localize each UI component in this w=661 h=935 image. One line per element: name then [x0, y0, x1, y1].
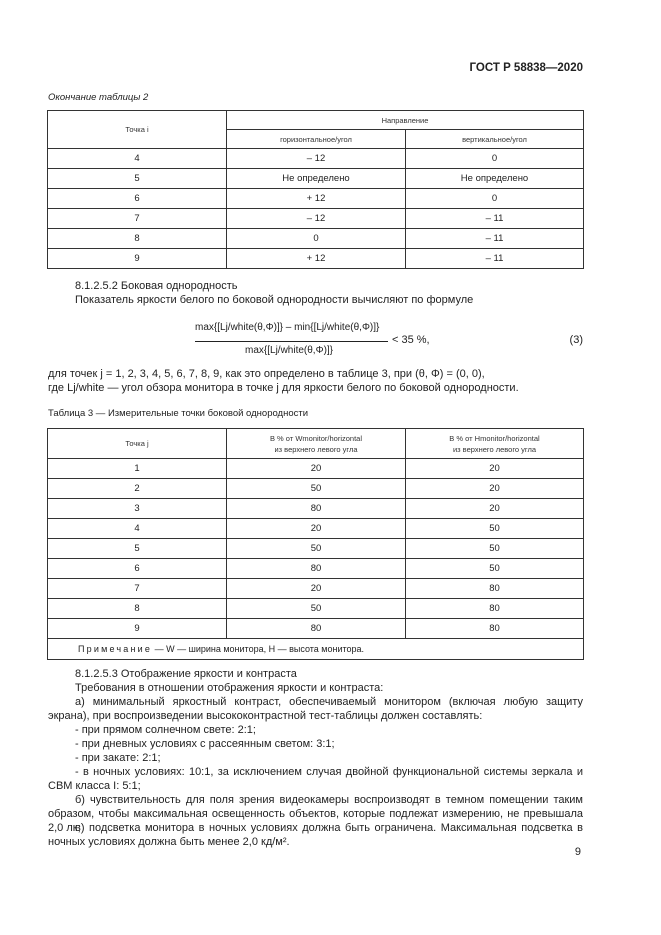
section-heading-8-1-2-5-2: 8.1.2.5.2 Боковая однородность	[75, 280, 238, 292]
formula-denominator: max{[Lj/white(θ,Φ)]}	[245, 345, 334, 356]
table3-cell: 50	[406, 559, 584, 579]
paragraph-b: б) чувствительность для поля зрения видеокамеры воспроизводят в темном помещении таким образом, чтобы максимальная освещенность объектов, которые подлежат измерению, не превышала 2,0 лк;	[48, 794, 583, 834]
table3-row	[48, 539, 584, 559]
table2-cell: 5	[48, 169, 227, 189]
table2-row	[48, 229, 584, 249]
table2-row	[48, 249, 584, 269]
table2-row	[48, 209, 584, 229]
table3-header-h	[406, 429, 584, 459]
contrast-item-3: - при закате: 2:1;	[75, 752, 161, 764]
requirements-intro: Требования в отношении отображения яркости и контраста:	[75, 682, 384, 694]
table2-cell: 4	[48, 149, 227, 169]
table3-cell: 1	[48, 459, 227, 479]
table2-cell: – 12	[227, 209, 406, 229]
table2-cell: 9	[48, 249, 227, 269]
table2-cell: + 12	[227, 189, 406, 209]
table3-cell: 7	[48, 579, 227, 599]
contrast-item-1: - при прямом солнечном свете: 2:1;	[75, 724, 256, 736]
table3-cell: 80	[406, 619, 584, 639]
table3-cell: 4	[48, 519, 227, 539]
table3-header-w-line1: В % от Wmonitor/horizontal	[269, 433, 363, 443]
table3-row	[48, 519, 584, 539]
table3-cell: 50	[406, 519, 584, 539]
table2-cell: 0	[406, 149, 584, 169]
formula-rhs: < 35 %,	[392, 334, 430, 346]
table3-note	[48, 639, 584, 660]
table2-row	[48, 189, 584, 209]
table2-header-point: Точка i	[48, 111, 227, 149]
table2-cell: 0	[227, 229, 406, 249]
table3-row	[48, 579, 584, 599]
table3-cell: 50	[227, 479, 406, 499]
table3-row	[48, 619, 584, 639]
table2-row	[48, 169, 584, 189]
table3-cell: 9	[48, 619, 227, 639]
table3-row	[48, 479, 584, 499]
table2-cell: 7	[48, 209, 227, 229]
table3-cell: 80	[227, 559, 406, 579]
table2-cell: 0	[406, 189, 584, 209]
table3-caption: Таблица 3 — Измерительные точки боковой однородности	[48, 408, 309, 419]
fraction-line	[195, 341, 388, 342]
table3-cell: 20	[227, 459, 406, 479]
table3-cell: 2	[48, 479, 227, 499]
formula-3	[195, 316, 495, 364]
table3-note-label: Примечание	[78, 644, 153, 654]
table3-cell: 80	[227, 499, 406, 519]
table2-caption: Окончание таблицы 2	[48, 92, 149, 103]
table3-header-w	[227, 429, 406, 459]
paragraph-a: а) минимальный яркостный контраст, обеспечиваемый монитором (включая любую защиту экрана), при воспроизведении высококонтрастной тест-таблицы должен составлять:	[48, 696, 583, 722]
table3-row	[48, 559, 584, 579]
table2-cell: – 11	[406, 249, 584, 269]
table2-header-horizontal: горизонтальное/угол	[227, 130, 406, 149]
table3-cell: 5	[48, 539, 227, 559]
table2-cell: 8	[48, 229, 227, 249]
table3-header-h-line2: из верхнего левого угла	[452, 444, 537, 454]
table3-cell: 80	[406, 579, 584, 599]
section-heading-8-1-2-5-3: 8.1.2.5.3 Отображение яркости и контраста	[75, 668, 297, 680]
table3-cell: 80	[227, 619, 406, 639]
table3-cell: 3	[48, 499, 227, 519]
formula-intro: Показатель яркости белого по боковой однородности вычисляют по формуле	[75, 294, 474, 306]
table3-cell: 50	[227, 539, 406, 559]
table3-cell: 20	[227, 579, 406, 599]
table3-header-point: Точка j	[48, 429, 227, 459]
table3-cell: 20	[227, 519, 406, 539]
page-number: 9	[574, 846, 581, 858]
table3-cell: 20	[406, 499, 584, 519]
table3-header-h-line1: В % от Hmonitor/horizontal	[449, 433, 540, 443]
table3-cell: 20	[406, 459, 584, 479]
contrast-item-2: - при дневных условиях с рассеянным светом: 3:1;	[75, 738, 335, 750]
table3-note-text: — W — ширина монитора, H — высота монитора.	[154, 644, 365, 654]
table3-cell: 80	[406, 599, 584, 619]
table2-cell: + 12	[227, 249, 406, 269]
formula-where-1: для точек j = 1, 2, 3, 4, 5, 6, 7, 8, 9, как это определено в таблице 3, при (θ, Φ) = (0, 0),	[48, 368, 485, 380]
table3	[47, 428, 584, 660]
table3-cell: 6	[48, 559, 227, 579]
formula-where-2: где Lj/white — угол обзора монитора в точке j для яркости белого по боковой однородности.	[48, 382, 519, 394]
table2-cell: – 12	[227, 149, 406, 169]
table3-cell: 8	[48, 599, 227, 619]
table2-cell: – 11	[406, 209, 584, 229]
table3-row	[48, 499, 584, 519]
table2-cell: 6	[48, 189, 227, 209]
formula-numerator: max{[Lj/white(θ,Φ)]} – min{[Lj/white(θ,Φ)]}	[195, 322, 380, 333]
table3-row	[48, 459, 584, 479]
table2-cell: Не определено	[227, 169, 406, 189]
table2-cell: Не определено	[406, 169, 584, 189]
contrast-item-night: - в ночных условиях: 10:1, за исключением случая двойной функциональной системы зеркала и СВМ класса I: 5:1;	[48, 766, 583, 792]
table2-cell: – 11	[406, 229, 584, 249]
table2-header-direction: Направление	[227, 111, 584, 130]
table3-row	[48, 599, 584, 619]
standard-number: ГОСТ Р 58838—2020	[469, 62, 583, 74]
table3-cell: 20	[406, 479, 584, 499]
table3-cell: 50	[406, 539, 584, 559]
table2-row	[48, 149, 584, 169]
equation-number: (3)	[569, 334, 583, 346]
table3-cell: 50	[227, 599, 406, 619]
table3-header-w-line2: из верхнего левого угла	[274, 444, 358, 454]
table2-header-vertical: вертикальное/угол	[406, 130, 584, 149]
paragraph-c: в) подсветка монитора в ночных условиях должна быть ограничена. Максимальная подсветка в ночных условиях должна быть менее 2,0 кд/м².	[48, 822, 583, 848]
table2	[47, 110, 584, 269]
